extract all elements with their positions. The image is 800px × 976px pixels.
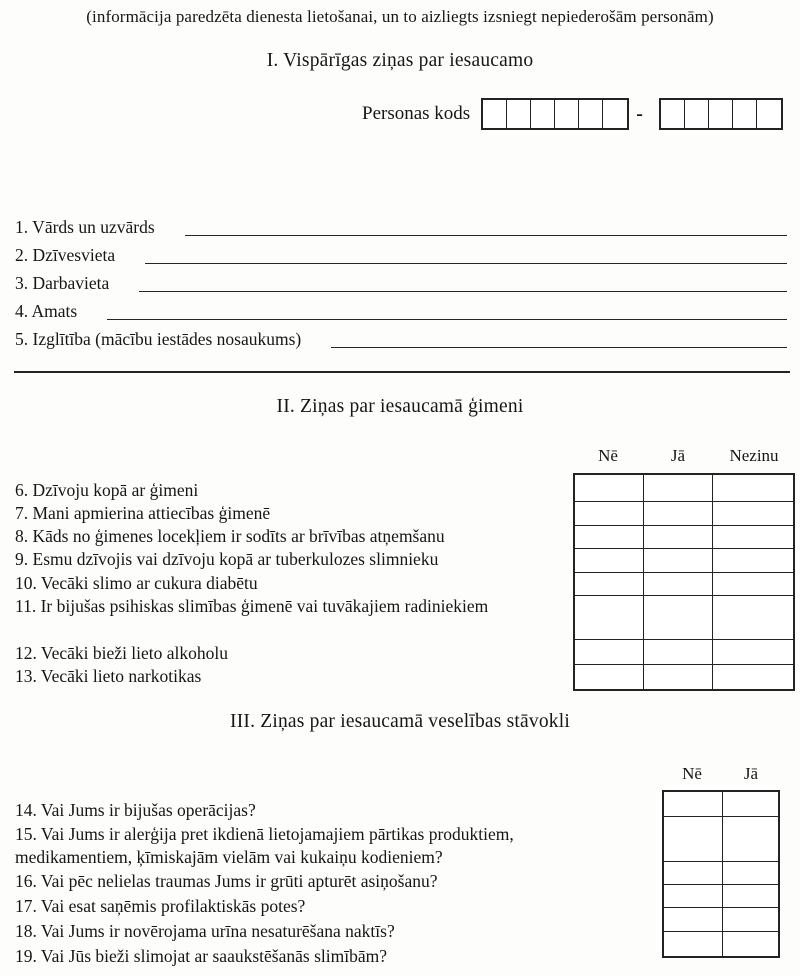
question-8: 8. Kāds no ģimenes locekļiem ir sodīts ar brīvības atņemšanu [15, 526, 445, 546]
answer-cell-ja[interactable] [644, 475, 713, 501]
question-9: 9. Esmu dzīvojis vai dzīvoju kopā ar tuberkulozes slimnieku [15, 549, 439, 569]
section-3-title: III. Ziņas par iesaucamā veselības stāvokli [230, 711, 570, 732]
field-input-line-residence[interactable] [145, 242, 787, 264]
personas-kods-cell[interactable] [483, 100, 507, 128]
section-1-title: I. Vispārīgas ziņas par iesaucamo [266, 50, 534, 71]
answer-cell-nezinu[interactable] [713, 502, 793, 525]
answer-cell-nezinu[interactable] [713, 475, 793, 501]
education-continuation-line[interactable] [14, 371, 790, 373]
answer-cell-ja[interactable] [644, 596, 713, 639]
answer-cell-nezinu[interactable] [713, 573, 793, 595]
field-row-education [15, 326, 787, 354]
field-input-line-education[interactable] [331, 326, 787, 348]
health-answer-table [662, 790, 780, 958]
answer-cell-ja[interactable] [644, 640, 713, 664]
answer-cell-ja[interactable] [723, 908, 778, 931]
question-6: 6. Dzīvoju kopā ar ģimeni [15, 480, 199, 500]
answer-cell-nezinu[interactable] [713, 640, 793, 664]
field-label: 1. Vārds un uzvārds [15, 217, 155, 237]
personas-kods-group-1 [481, 98, 629, 130]
field-row-position [15, 298, 787, 326]
answer-row-q6 [575, 475, 793, 502]
header-ja: Jā [743, 764, 759, 783]
field-input-line-position[interactable] [107, 298, 787, 320]
personas-kods-cell[interactable] [685, 100, 709, 128]
question-18: 18. Vai Jums ir novērojama urīna nesaturēšana naktīs? [15, 921, 395, 941]
field-row-workplace [15, 270, 787, 298]
personas-kods-cell[interactable] [555, 100, 579, 128]
field-row-name [15, 214, 787, 242]
field-label: 4. Amats [15, 301, 78, 321]
answer-row-q14 [664, 792, 778, 817]
answer-cell-ne[interactable] [575, 596, 644, 639]
personas-kods-label: Personas kods [362, 103, 471, 124]
personas-kods-cell[interactable] [579, 100, 603, 128]
answer-cell-ne[interactable] [664, 792, 723, 816]
answer-cell-ne[interactable] [575, 640, 644, 664]
answer-cell-ja[interactable] [644, 665, 713, 689]
answer-cell-ja[interactable] [644, 549, 713, 572]
answer-cell-ja[interactable] [644, 502, 713, 525]
answer-cell-ja[interactable] [723, 862, 778, 884]
general-fields [15, 214, 787, 354]
question-17: 17. Vai esat saņēmis profilaktiskās potes? [15, 896, 306, 916]
answer-cell-ne[interactable] [664, 817, 723, 861]
personas-kods-cell[interactable] [709, 100, 733, 128]
personas-kods-cell[interactable] [507, 100, 531, 128]
answer-cell-ne[interactable] [664, 908, 723, 931]
field-input-line-workplace[interactable] [139, 270, 787, 292]
answer-cell-ne[interactable] [664, 862, 723, 884]
field-label: 5. Izglītība (mācību iestādes nosaukums) [15, 329, 302, 349]
answer-row-q11 [575, 596, 793, 640]
header-ja: Jā [670, 446, 686, 465]
answer-cell-ja[interactable] [644, 573, 713, 595]
question-7: 7. Mani apmierina attiecības ģimenē [15, 503, 271, 523]
family-table-header [573, 446, 795, 466]
answer-row-q19 [664, 932, 778, 956]
question-14: 14. Vai Jums ir bijušas operācijas? [15, 800, 256, 820]
answer-cell-nezinu[interactable] [713, 549, 793, 572]
personas-kods-group-2 [659, 98, 783, 130]
answer-cell-ne[interactable] [664, 885, 723, 907]
field-input-line-name[interactable] [185, 214, 787, 236]
answer-cell-ja[interactable] [723, 885, 778, 907]
field-label: 2. Dzīvesvieta [15, 245, 116, 265]
field-row-residence [15, 242, 787, 270]
personas-kods-dash: - [636, 102, 643, 125]
answer-cell-ne[interactable] [575, 526, 644, 548]
answer-cell-ja[interactable] [644, 526, 713, 548]
answer-cell-ne[interactable] [664, 932, 723, 956]
answer-row-q12 [575, 640, 793, 665]
answer-cell-nezinu[interactable] [713, 526, 793, 548]
answer-row-q9 [575, 549, 793, 573]
answer-row-q13 [575, 665, 793, 689]
family-answer-table [573, 473, 795, 691]
answer-cell-ja[interactable] [723, 932, 778, 956]
answer-row-q15 [664, 817, 778, 862]
personas-kods-cell[interactable] [757, 100, 781, 128]
answer-cell-ne[interactable] [575, 475, 644, 501]
answer-cell-ja[interactable] [723, 792, 778, 816]
question-10: 10. Vecāki slimo ar cukura diabētu [15, 573, 258, 593]
answer-row-q8 [575, 526, 793, 549]
question-13: 13. Vecāki lieto narkotikas [15, 666, 202, 686]
health-table-header [662, 764, 780, 784]
field-label: 3. Darbavieta [15, 273, 110, 293]
question-11: 11. Ir bijušas psihiskas slimības ģimenē vai tuvākajiem radiniekiem [15, 596, 489, 616]
personas-kods-cell[interactable] [603, 100, 627, 128]
header-ne: Nē [598, 446, 618, 465]
answer-cell-ne[interactable] [575, 502, 644, 525]
personas-kods-cell[interactable] [661, 100, 685, 128]
question-12: 12. Vecāki bieži lieto alkoholu [15, 643, 229, 663]
answer-row-q10 [575, 573, 793, 596]
answer-row-q16 [664, 862, 778, 885]
restriction-note: (informācija paredzēta dienesta lietošanai, un to aizliegts izsniegt nepiederošām personām) [86, 7, 714, 26]
header-ne: Nē [682, 764, 702, 783]
answer-row-q18 [664, 908, 778, 932]
personas-kods-cell[interactable] [733, 100, 757, 128]
answer-cell-ja[interactable] [723, 817, 778, 861]
answer-cell-nezinu[interactable] [713, 596, 793, 639]
answer-row-q7 [575, 502, 793, 526]
answer-cell-ne[interactable] [575, 665, 644, 689]
question-15: 15. Vai Jums ir alerģija pret ikdienā lietojamajiem pārtikas produktiem, medikamentiem, ķīmiskajām vielām vai kukaiņu kodieniem? [15, 824, 514, 867]
answer-cell-ne[interactable] [575, 549, 644, 572]
personas-kods-row [362, 98, 783, 130]
question-19: 19. Vai Jūs bieži slimojat ar saaukstēšanās slimībām? [15, 946, 387, 966]
answer-cell-ne[interactable] [575, 573, 644, 595]
personas-kods-cell[interactable] [531, 100, 555, 128]
answer-row-q17 [664, 885, 778, 908]
section-2-title: II. Ziņas par iesaucamā ģimeni [276, 396, 524, 417]
answer-cell-nezinu[interactable] [713, 665, 793, 689]
question-16: 16. Vai pēc nelielas traumas Jums ir grūti apturēt asiņošanu? [15, 871, 438, 891]
header-nezinu: Nezinu [729, 446, 779, 465]
